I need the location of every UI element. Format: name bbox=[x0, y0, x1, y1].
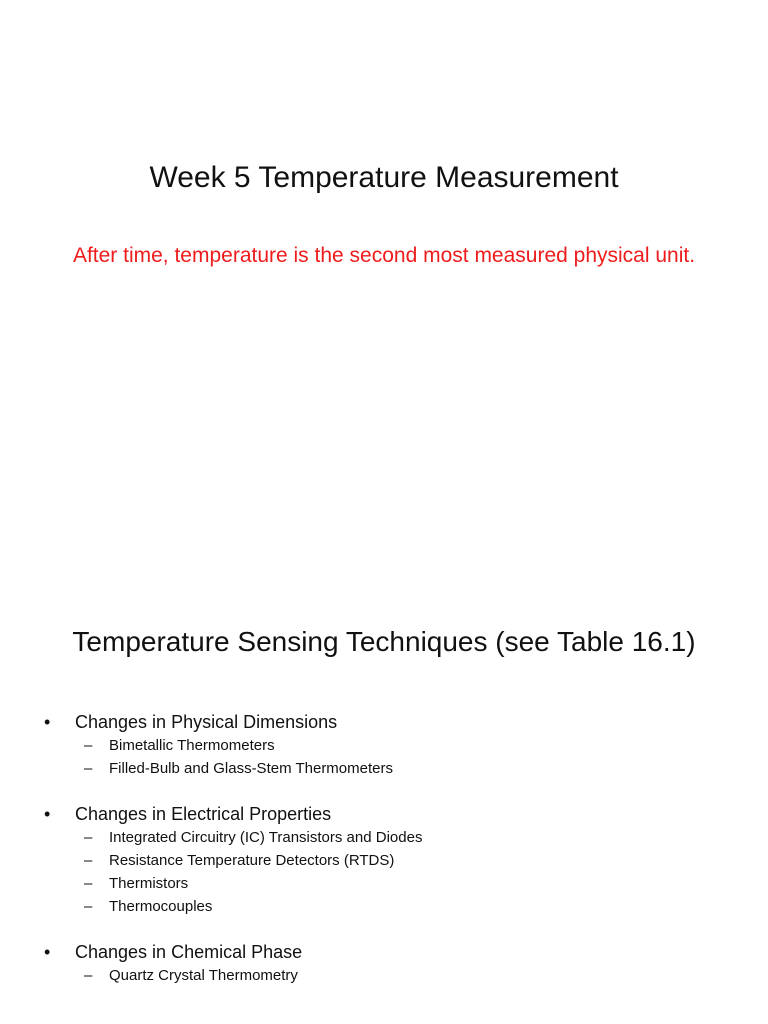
dash-icon: – bbox=[84, 898, 93, 915]
slide-1-subtitle: After time, temperature is the second most measured physical unit. bbox=[72, 244, 696, 267]
slide-1-title: Week 5 Temperature Measurement bbox=[149, 161, 619, 194]
technique-sub-list bbox=[44, 734, 744, 780]
technique-item bbox=[84, 964, 744, 987]
technique-item bbox=[84, 757, 744, 780]
technique-group-heading bbox=[44, 802, 744, 826]
dash-icon: – bbox=[84, 829, 93, 846]
technique-item bbox=[84, 872, 744, 895]
technique-sub-list bbox=[44, 964, 744, 987]
dash-icon: – bbox=[84, 760, 93, 777]
dash-icon: – bbox=[84, 875, 93, 892]
technique-item-label: Thermistors bbox=[109, 875, 189, 892]
dash-icon: – bbox=[84, 737, 93, 754]
technique-item bbox=[84, 895, 744, 918]
technique-item bbox=[84, 849, 744, 872]
technique-group-heading bbox=[44, 940, 744, 964]
technique-sub-list bbox=[44, 826, 744, 918]
technique-group bbox=[44, 710, 744, 780]
technique-group-label: Changes in Physical Dimensions bbox=[75, 712, 338, 732]
slide-2 bbox=[0, 576, 768, 1024]
technique-item-label: Filled-Bulb and Glass-Stem Thermometers bbox=[109, 760, 393, 777]
technique-item bbox=[84, 826, 744, 849]
technique-item-label: Integrated Circuitry (IC) Transistors and Diodes bbox=[109, 829, 423, 846]
dash-icon: – bbox=[84, 852, 93, 869]
slide-2-title: Temperature Sensing Techniques (see Table 16.1) bbox=[72, 626, 696, 657]
technique-group-label: Changes in Electrical Properties bbox=[75, 804, 332, 824]
technique-group-heading bbox=[44, 710, 744, 734]
bullet-icon: • bbox=[44, 804, 51, 824]
technique-item-label: Thermocouples bbox=[109, 898, 213, 915]
technique-item-label: Quartz Crystal Thermometry bbox=[109, 967, 298, 984]
bullet-icon: • bbox=[44, 942, 51, 962]
bullet-icon: • bbox=[44, 712, 51, 732]
technique-group bbox=[44, 940, 744, 987]
technique-item-label: Bimetallic Thermometers bbox=[109, 737, 275, 754]
technique-group bbox=[44, 802, 744, 918]
dash-icon: – bbox=[84, 967, 93, 984]
technique-group-label: Changes in Chemical Phase bbox=[75, 942, 303, 962]
technique-list bbox=[44, 710, 744, 1009]
technique-item bbox=[84, 734, 744, 757]
technique-item-label: Resistance Temperature Detectors (RTDS) bbox=[109, 852, 395, 869]
